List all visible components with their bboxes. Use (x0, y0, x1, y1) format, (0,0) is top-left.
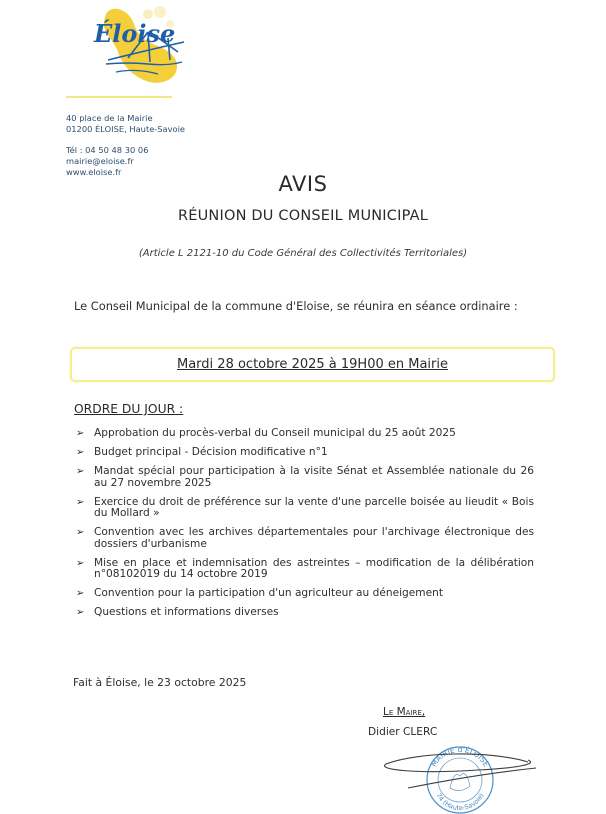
agenda-item: ➢ Mandat spécial pour participation à la visite Sénat et Assemblée nationale du 26 au 27 novembre 2025 (76, 465, 534, 489)
header-divider (66, 96, 172, 98)
notice-subtitle: RÉUNION DU CONSEIL MUNICIPAL (177, 208, 428, 224)
arrow-bullet-icon: ➢ (76, 588, 85, 599)
agenda-item: ➢ Exercice du droit de préférence sur la vente d'une parcelle boisée au lieudit « Bois du Mollard » (76, 495, 534, 519)
agenda-item: ➢ Approbation du procès-verbal du Conseil municipal du 25 août 2025 (76, 427, 456, 439)
arrow-bullet-icon: ➢ (76, 496, 85, 508)
website-link[interactable]: www.eloise.fr (66, 167, 122, 177)
agenda-item: ➢ Budget principal - Décision modificative n°1 (76, 446, 328, 458)
arrow-bullet-icon: ➢ (76, 527, 85, 538)
notice-title: AVIS (278, 172, 328, 196)
intro-paragraph: Le Conseil Municipal de la commune d'Eloise, se réunira en séance ordinaire : (74, 299, 518, 313)
svg-text:MAIRIE d'ÉLOISE: MAIRIE d'ÉLOISE (429, 744, 492, 769)
svg-text:74 (Haute-Savoie): 74 (Haute-Savoie) (434, 791, 486, 813)
phone-number: Tél : 04 50 48 30 06 (66, 145, 149, 155)
signatory-title: Le Maire, (383, 706, 426, 718)
handwritten-signature (378, 748, 540, 792)
address-line-2: 01200 ÉLOISE, Haute-Savoie (66, 124, 186, 134)
agenda-title: ORDRE DU JOUR : (74, 402, 184, 416)
arrow-bullet-icon: ➢ (76, 428, 85, 439)
arrow-bullet-icon: ➢ (76, 557, 85, 569)
agenda-list (76, 428, 534, 626)
meeting-date-box (70, 347, 555, 382)
agenda-item: ➢ Convention pour la participation d'un agriculteur au déneigement (76, 587, 443, 599)
agenda-item: ➢ Questions et informations diverses (76, 606, 279, 618)
meeting-date: Mardi 28 octobre 2025 à 19H00 en Mairie (177, 357, 448, 372)
eloise-logo (88, 2, 206, 88)
arrow-bullet-icon: ➢ (76, 447, 85, 458)
email-link[interactable]: mairie@eloise.fr (66, 156, 134, 166)
signatory-name: Didier CLERC (368, 726, 438, 738)
address-line-1: 40 place de la Mairie (66, 113, 153, 123)
place-and-date: Fait à Éloise, le 23 octobre 2025 (73, 676, 247, 689)
arrow-bullet-icon: ➢ (76, 607, 85, 618)
legal-reference: (Article L 2121-10 du Code Général des Collectivités Territoriales) (138, 248, 468, 259)
logo-text: Éloise (94, 19, 176, 48)
agenda-item: ➢ Mise en place et indemnisation des astreintes – modification de la délibération n°08102019 du 14 octobre 2019 (76, 556, 534, 580)
agenda-item: ➢ Convention avec les archives départementales pour l'archivage électronique des dossiers d'urbanisme (76, 526, 534, 550)
arrow-bullet-icon: ➢ (76, 466, 85, 477)
